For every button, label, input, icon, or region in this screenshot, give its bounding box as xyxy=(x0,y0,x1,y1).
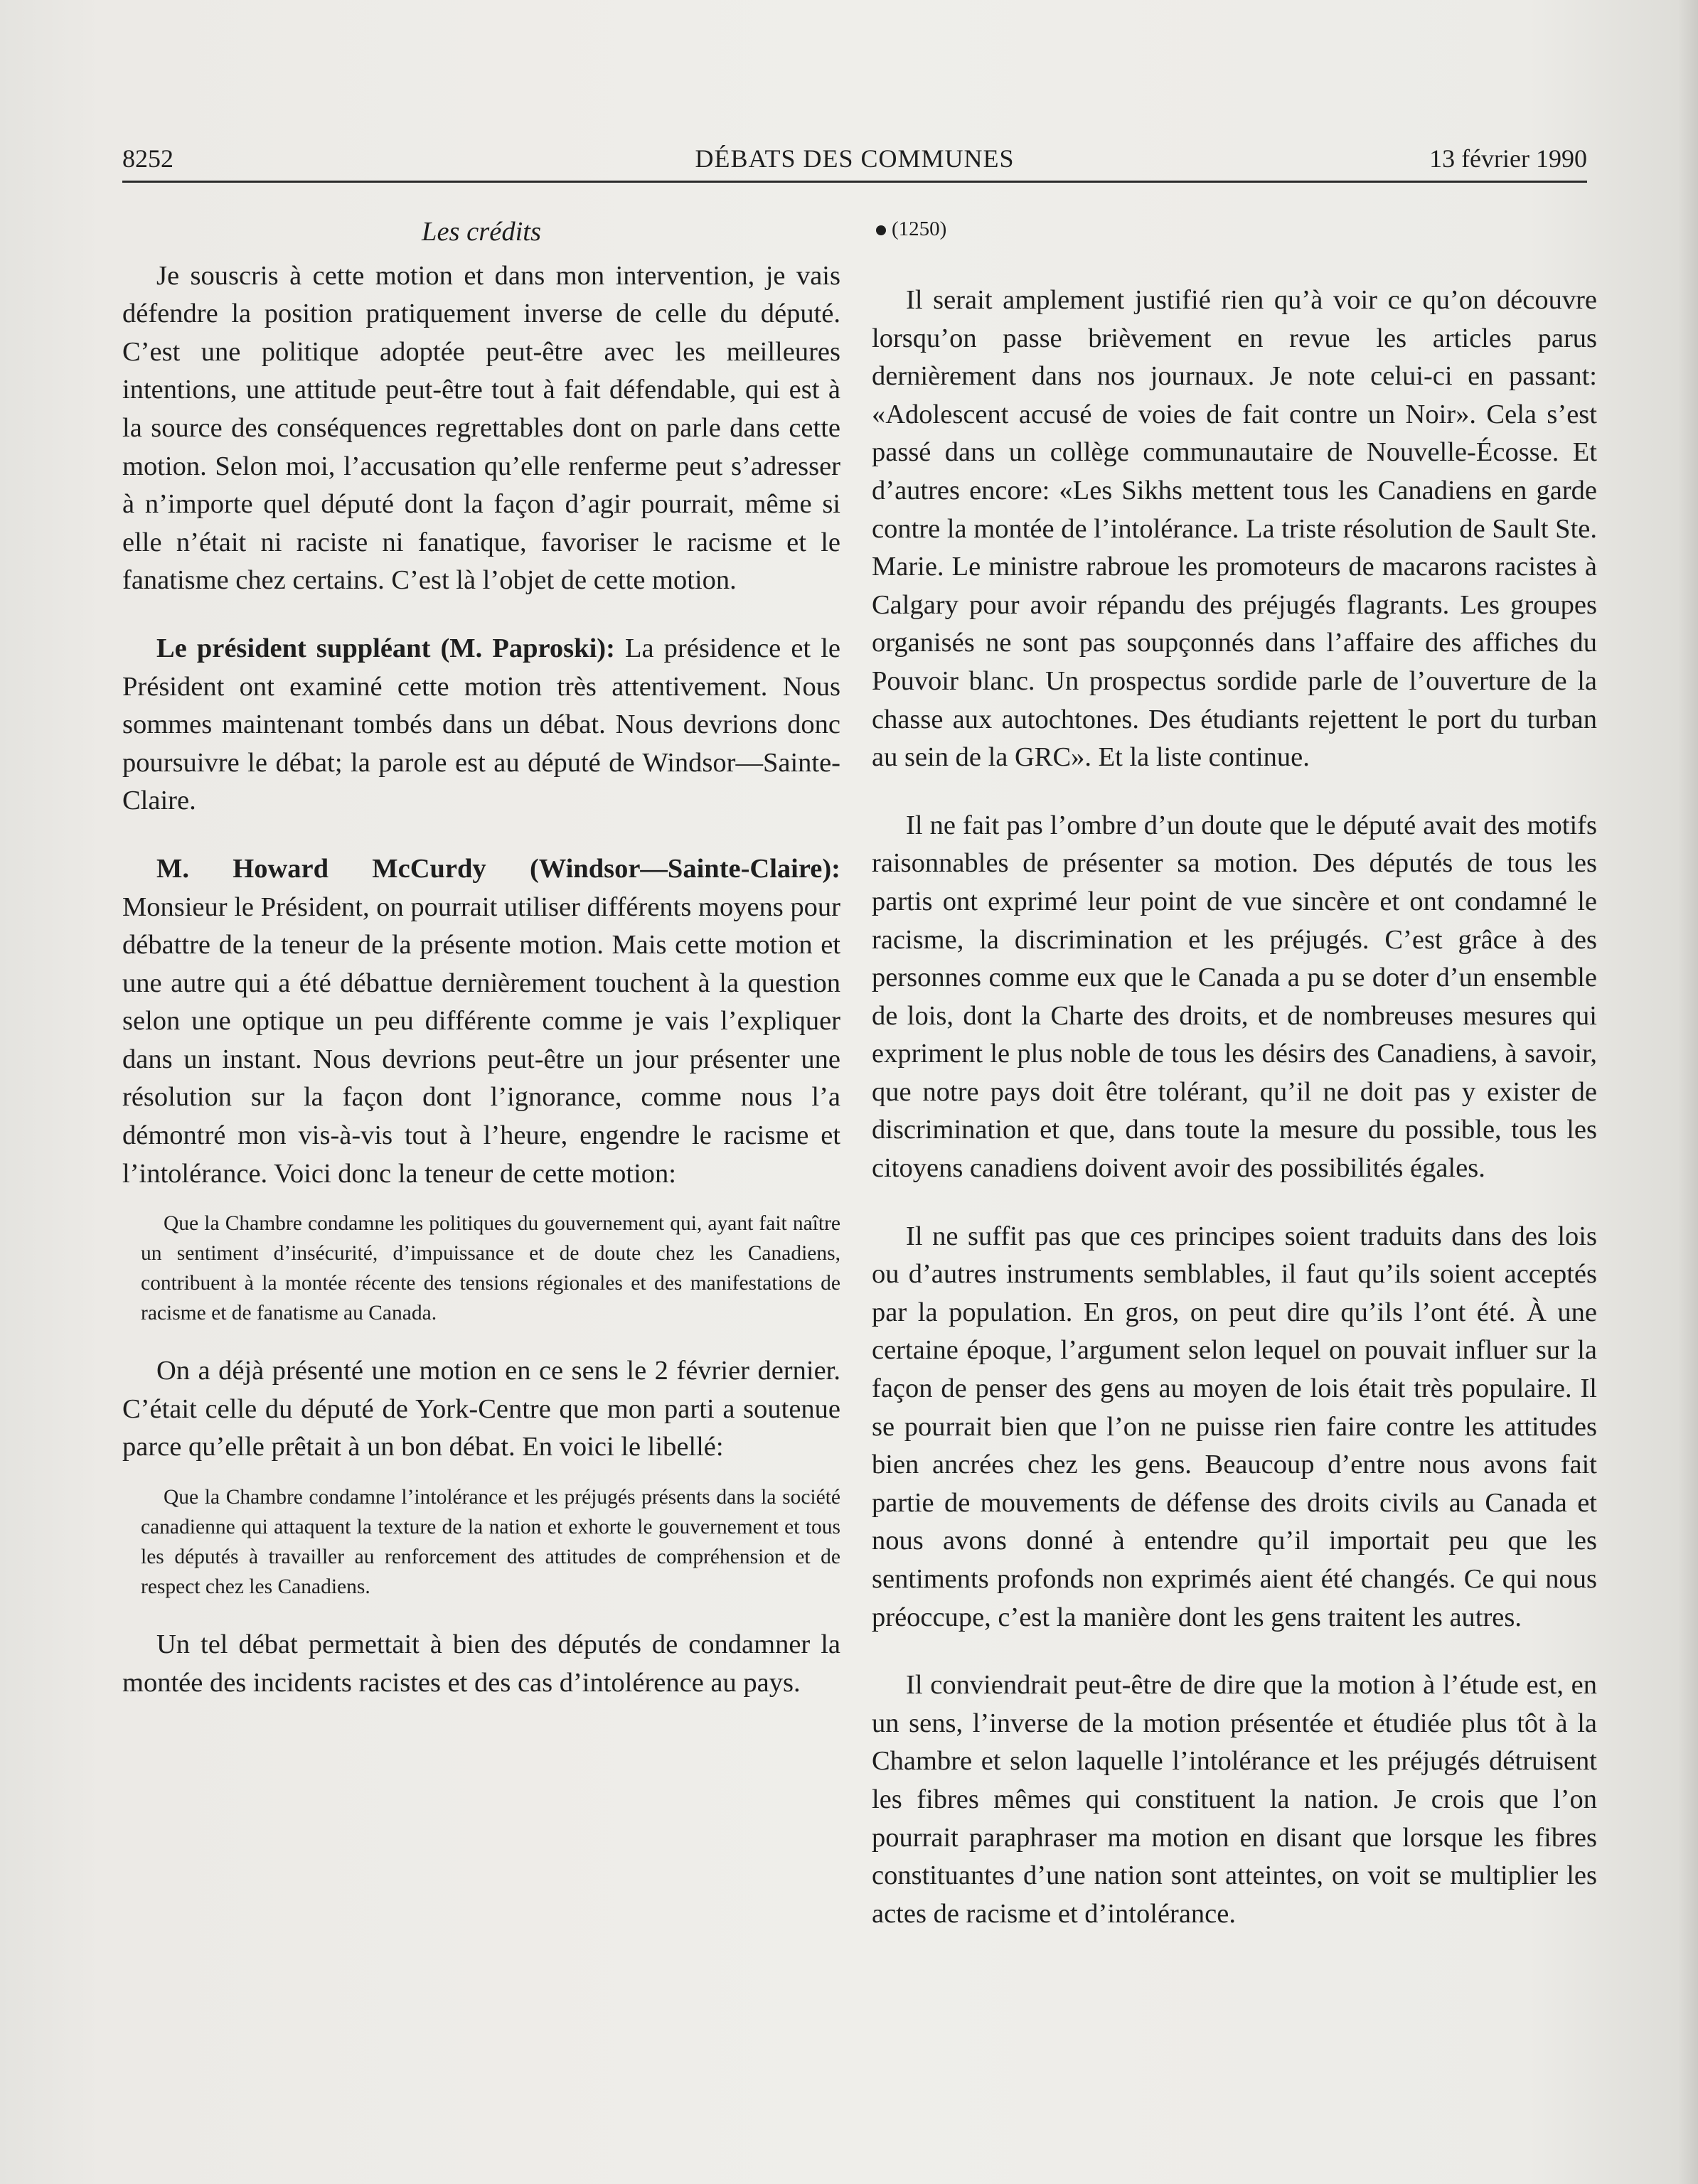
header-rule xyxy=(122,181,1587,183)
page-header xyxy=(122,142,1587,179)
left-column xyxy=(122,213,840,1702)
motion-quote xyxy=(122,1209,840,1328)
quote-text: Que la Chambre condamne les politiques du gouvernement qui, ayant fait naître un sentiment d’insécurité, d’impuissance et de doute chez les Canadiens, contribuent à la montée récente des tensions régionales et des manifestations de racisme et de fanatisme au Canada. xyxy=(141,1212,840,1325)
page-edge-shadow xyxy=(1678,0,1698,2184)
page-number: 8252 xyxy=(122,144,173,173)
paragraph: Un tel débat permettait à bien des députés de condamner la montée des incidents racistes et des cas d’intolérence au pays. xyxy=(122,1629,840,1698)
speech-text: Monsieur le Président, on pourrait utiliser différents moyens pour débattre de la teneur de la présente motion. Mais cette motion et une autre qui a été débattue dernièrement touchent à la question selon une optique un peu différente comme je vais l’expliquer dans un instant. Nous devrions peut-être un jour présenter une résolution sur la façon dont l’ignorance, comme nous l’a démontré mon vis-à-vis tout à l’heure, engendre le racisme et l’intolérance. Voici donc la teneur de cette motion: xyxy=(122,892,840,1189)
publication-title: DÉBATS DES COMMUNES xyxy=(695,144,1015,173)
paragraph: Il serait amplement justifié rien qu’à voir ce qu’on découvre lorsqu’on passe brièvement en revue les articles parus dernièrement dans nos journaux. Je note celui-ci en passant: «Adolescent accusé de voies de fait contre un Noir». Cela s’est passé dans un collège communautaire de Nouvelle-Écosse. Et d’autres encore: «Les Sikhs mettent tous les Canadiens en garde contre la montée de l’intolérance. La triste résolution de Sault Ste. Marie. Le ministre rabroue les promoteurs de macarons racistes à Calgary pour avoir répandu des préjugés flagrants. Les groupes organisés ne sont pas soupçonnés dans l’affaire des affiches du Pouvoir blanc. Un prospectus sordide parle de l’ouverture de la chasse aux autochtones. Des étudiants rejettent le port du turban au sein de la GRC». Et la liste continue. xyxy=(872,285,1597,773)
paragraph: Il ne suffit pas que ces principes soient traduits dans des lois ou d’autres instruments semblables, il faut qu’ils soient acceptés par la population. En gros, on peut dire qu’ils l’ont été. À une certaine époque, l’argument selon lequel on pouvait influer sur la façon de penser des gens au moyen de lois était très populaire. Il se pourrait bien que l’on ne puisse rien faire contre les attitudes bien ancrées chez les gens. Beaucoup d’entre nous avons fait partie de mouvements de défense des droits civils au Canada et nous avons donné à entendre qu’il importait peu que les sentiments profonds non exprimés aient été changés. Ce qui nous préoccupe, c’est la manière dont les gens traitent les autres. xyxy=(872,1221,1597,1632)
motion-quote xyxy=(122,1482,840,1602)
section-title: Les crédits xyxy=(422,217,541,247)
speaker-name: Le président suppléant (M. Paproski): xyxy=(156,633,615,663)
paragraph: Il ne fait pas l’ombre d’un doute que le député avait des motifs raisonnables de présenter sa motion. Des députés de tous les partis ont exprimé leur point de vue sincère et ont condamné le racisme, la discrimination et les préjugés. C’est grâce à des personnes comme eux que le Canada a pu se doter d’un ensemble de lois, dont la Charte des droits, et de nombreuses mesures qui expriment le plus noble de tous les désirs des Canadiens, à savoir, que notre pays doit être tolérant, qu’il ne doit pas y exister de discrimination et que, dans toute la mesure du possible, tous les citoyens canadiens doivent avoir des possibilités égales. xyxy=(872,810,1597,1184)
paragraph: Il conviendrait peut-être de dire que la motion à l’étude est, en un sens, l’inverse de la motion présentée et étudiée plus tôt à la Chambre et selon laquelle l’intolérance et les préjugés détruisent les fibres mêmes qui constituent la nation. Je crois que l’on pourrait paraphraser ma motion en disant que lorsque les fibres constituantes d’une nation sont atteintes, on voit se multiplier les actes de racisme et d’intolérance. xyxy=(872,1670,1597,1929)
speaker-name: M. Howard McCurdy (Windsor—Sainte-Claire): xyxy=(156,853,840,884)
timestamp-text: (1250) xyxy=(892,218,947,240)
speech-paraproski xyxy=(122,630,840,820)
right-column xyxy=(872,213,1597,1933)
speech-text: La présidence et le Président ont examiné cette motion très attentivement. Nous sommes maintenant tombés dans un débat. Nous devrions donc poursuivre le débat; la parole est au député de Windsor—Sainte-Claire. xyxy=(122,633,840,816)
quote-text: Que la Chambre condamne l’intolérance et les préjugés présents dans la société canadienne qui attaquent la texture de la nation et exhorte le gouvernement et tous les députés à travailler au renforcement des attitudes de compréhension et de respect chez les Canadiens. xyxy=(141,1486,840,1599)
bullet-icon xyxy=(876,225,886,235)
publication-date: 13 février 1990 xyxy=(1429,144,1587,173)
paragraph: On a déjà présenté une motion en ce sens le 2 février dernier. C’était celle du député de York-Centre que mon parti a soutenue parce qu’elle prêtait à un bon débat. En voici le libellé: xyxy=(122,1356,840,1462)
speech-mccurdy xyxy=(122,850,840,1193)
paragraph: Je souscris à cette motion et dans mon intervention, je vais défendre la position pratiquement inverse de celle du député. C’est une politique adoptée peut-être avec les meilleures intentions, une attitude peut-être tout à fait défendable, qui est à la source des conséquences regrettables dont on parle dans cette motion. Selon moi, l’accusation qu’elle renferme peut s’adresser à n’importe quel député dont la façon d’agir pourrait, même si elle n’était ni raciste ni fanatique, favoriser le racisme et le fanatisme chez certains. C’est là l’objet de cette motion. xyxy=(122,260,840,596)
timestamp xyxy=(876,215,1597,243)
